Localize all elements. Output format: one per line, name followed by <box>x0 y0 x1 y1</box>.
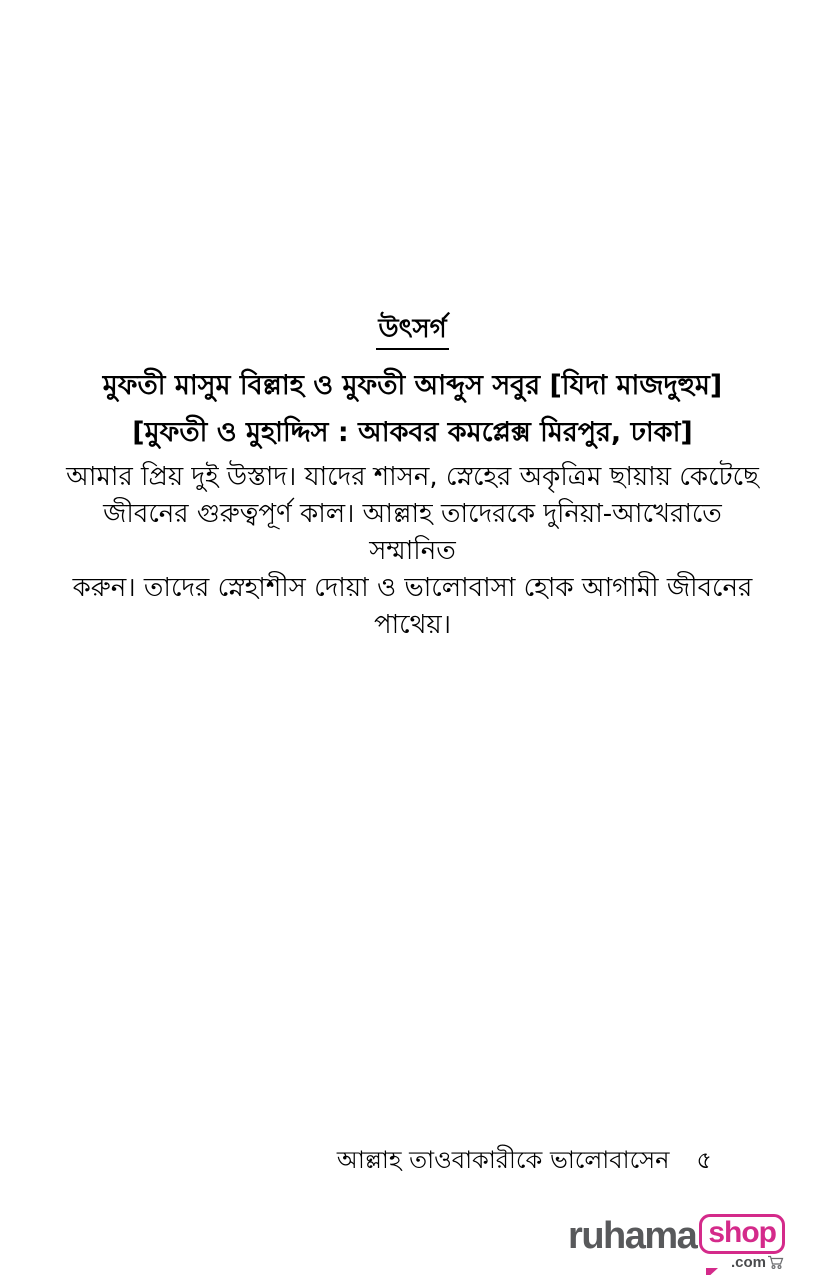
dedication-body-line: আমার প্রিয় দুই উস্তাদ। যাদের শাসন, স্নেহের অকৃত্রিম ছায়ায় কেটেছে <box>66 462 759 493</box>
page-number: ৫ <box>696 1146 712 1174</box>
ruhamashop-watermark <box>568 1214 785 1270</box>
brand-text-com: .com <box>730 1253 766 1271</box>
running-title: আল্লাহ তাওবাকারীকে ভালোবাসেন <box>336 1146 670 1174</box>
dedication-body-line: জীবনের গুরুত্বপূর্ণ কাল। আল্লাহ তাদেরকে দুনিয়া-আখেরাতে সম্মানিত <box>103 499 722 567</box>
dedication-body-line: করুন। তাদের স্নেহাশীস দোয়া ও ভালোবাসা হোক আগামী জীবনের <box>72 573 753 604</box>
dedication-block <box>60 314 765 644</box>
brand-text-ruhama: ruhama <box>568 1215 697 1257</box>
dedicatee-designation-line: [মুফতী ও মুহাদ্দিস : আকবর কমপ্লেক্স মিরপুর, ঢাকা] <box>132 417 693 449</box>
speech-bubble-tail <box>706 1268 718 1275</box>
dedicatee-names-line: মুফতী মাসুম বিল্লাহ ও মুফতী আব্দুস সবুর [যিদা মাজদুহুম] <box>102 370 723 402</box>
shopping-cart-icon <box>767 1255 784 1270</box>
brand-bubble-wrap <box>699 1214 785 1270</box>
dedication-body-line: পাথেয়। <box>373 610 452 641</box>
brand-text-shop: shop <box>699 1214 785 1254</box>
dedication-body <box>60 459 765 644</box>
page-footer <box>337 1146 712 1175</box>
dedication-title: উৎসর্গ <box>376 314 448 350</box>
